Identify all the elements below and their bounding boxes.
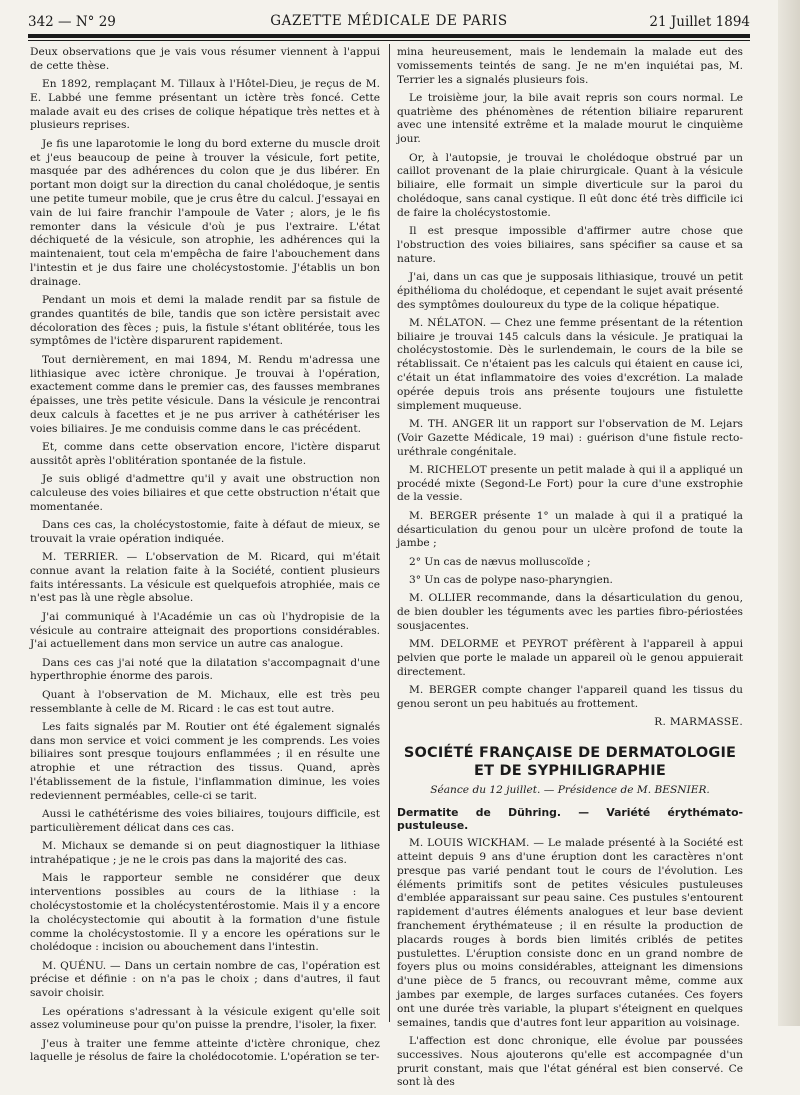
paragraph: M. TERRIER. — L'observation de M. Ricard, qui m'était connue avant la relation faite à la Société, contient plusieurs faits intéressants. La vésicule est quelquefois atrophiée, mais ce n'est pas là une règle absolue. xyxy=(30,551,380,605)
paragraph: Je suis obligé d'admettre qu'il y avait une obstruction non calculeuse des voies biliaires et que cette obstruction n'était que momentanée. xyxy=(30,473,380,513)
paragraph: Quant à l'observation de M. Michaux, elle est très peu ressemblante à celle de M. Ricard : le cas est tout autre. xyxy=(30,688,380,715)
paragraph: MM. DELORME et PEYROT préfèrent à l'appareil à appui pelvien que porte le malade un appareil où le genou appuierait directement. xyxy=(397,638,743,678)
paragraph: Je fis une laparotomie le long du bord externe du muscle droit et j'eus beaucoup de peine à trouver la vésicule, fort petite, masquée par des adhérences du colon que je dus libérer. En portant mon doigt sur la direction du canal cholédoque, je sentis une petite tumeur mobile, que je crus être du calcul. J'essayai en vain de lui faire franchir l'ampoule de Vater ; alors, je le fis remonter dans la vésicule d'où je pus l'extraire. L'état déchiqueté de la vésicule, son atrophie, les adhérences qui la maintenaient, tout cela m'empêcha de faire l'abouchement dans l'intestin et je dus faire une cholécystostomie. J'établis un bon drainage. xyxy=(30,137,380,288)
paragraph: Or, à l'autopsie, je trouvai le cholédoque obstrué par un caillot provenant de la plaie chirurgicale. Quant à la vésicule biliaire, elle formait un simple diverticule sur la paroi du cholédoque, sans canal cystique. Il eût donc été très difficile ici de faire la cholécystostomie. xyxy=(397,151,743,219)
page-number: 342 — N° 29 xyxy=(28,14,116,30)
section-title-line-2: ET DE SYPHILIGRAPHIE xyxy=(474,762,666,779)
paragraph: M. QUÉNU. — Dans un certain nombre de cas, l'opération est précise et définie : on n'a pas le choix ; dans d'autres, il faut savoir choisir. xyxy=(30,959,380,1000)
subheading: Dermatite de Dühring. — Variété érythémato-pustuleuse. xyxy=(397,805,743,833)
section-title-line-1: SOCIÉTÉ FRANÇAISE DE DERMATOLOGIE xyxy=(403,744,737,761)
paragraph: mina heureusement, mais le lendemain la malade eut des vomissements teintés de sang. Je ne m'en inquiétai pas, M. Terrier les a signalés plusieurs fois. xyxy=(397,46,743,86)
left-column xyxy=(30,46,380,1070)
paragraph: L'affection est donc chronique, elle évolue par poussées successives. Nous ajouterons qu'elle est accompagnée d'un prurit constant, mais que l'état général est bien conservé. Ce sont là des xyxy=(397,1034,743,1089)
paragraph: Tout dernièrement, en mai 1894, M. Rendu m'adressa une lithiasique avec ictère chronique. Je trouvai à l'opération, exactement comme dans le premier cas, des fausses membranes épaisses, une très petite vésicule. Dans la vésicule je rencontrai deux calculs à facettes et je ne pus arriver à cathétériser les voies biliaires. Je me conduisis comme dans le cas précédent. xyxy=(30,353,380,435)
signature: R. MARMASSE. xyxy=(654,716,743,729)
paragraph: M. Michaux se demande si on peut diagnostiquer la lithiase intrahépatique ; je ne le crois pas dans la majorité des cas. xyxy=(30,840,380,867)
paragraph: En 1892, remplaçant M. Tillaux à l'Hôtel-Dieu, je reçus de M. E. Labbé une femme présentant un ictère très foncé. Cette malade avait eu des crises de colique hépatique très nettes et à plusieurs reprises. xyxy=(30,78,380,132)
header-rule-thin xyxy=(28,40,750,41)
journal-title: GAZETTE MÉDICALE DE PARIS xyxy=(270,13,508,29)
section-title xyxy=(397,744,743,780)
paragraph: 2° Un cas de nævus molluscoïde ; xyxy=(409,555,591,568)
paragraph: M. BERGER compte changer l'appareil quand les tissus du genou seront un peu habitués au frottement. xyxy=(397,683,743,710)
paragraph: J'eus à traiter une femme atteinte d'ictère chronique, chez laquelle je résolus de faire la cholédocotomie. L'opération se ter- xyxy=(30,1037,380,1064)
paragraph: M. BERGER présente 1° un malade à qui il a pratiqué la désarticulation du genou pour un ulcère profond de toute la jambe ; xyxy=(397,509,743,550)
paragraph: Aussi le cathétérisme des voies biliaires, toujours difficile, est particulièrement délicat dans ces cas. xyxy=(30,808,380,834)
paragraph: Deux observations que je vais vous résumer viennent à l'appui de cette thèse. xyxy=(30,46,380,72)
header-rule-thick xyxy=(28,34,750,38)
paragraph: Le troisième jour, la bile avait repris son cours normal. Le quatrième des phénomènes de rétention biliaire reparurent avec une intensité extrême et la malade mourut le cinquième jour. xyxy=(397,91,743,146)
paragraph: Dans ces cas, la cholécystostomie, faite à défaut de mieux, se trouvait la vraie opération indiquée. xyxy=(30,519,380,545)
paragraph: 3° Un cas de polype naso-pharyngien. xyxy=(409,573,613,586)
paragraph: Les faits signalés par M. Routier ont été également signalés dans mon service et voici comment je les comprends. Les voies biliaires sont presque toujours enflammées ; il en résulte une atrophie et une rétraction des tissus. Quand, après l'établissement de la fistule, l'inflammation diminue, les voies redeviennent perméables, celle-ci se tarit. xyxy=(30,720,380,802)
paragraph: Mais le rapporteur semble ne considérer que deux interventions possibles au cours de la lithiase : la cholécystostomie et la cholécystentérostomie. Mais il y a encore la cholécystectomie qui aboutit à la formation d'une fistule comme la cholécystostomie. Il y a encore les opérations sur le cholédoque : incision ou abouchement dans l'intestin. xyxy=(30,872,380,954)
paragraph: J'ai communiqué à l'Académie un cas où l'hydropisie de la vésicule au contraire atteignait des proportions considérables. J'ai actuellement dans mon service un autre cas analogue. xyxy=(30,610,380,651)
paragraph: J'ai, dans un cas que je supposais lithiasique, trouvé un petit épithélioma du cholédoque, et cependant le sujet avait présenté des symptômes douloureux du type de la colique hépatique. xyxy=(397,270,743,311)
issue-date: 21 Juillet 1894 xyxy=(649,14,750,30)
paragraph: M. NÉLATON. — Chez une femme présentant de la rétention biliaire je trouvai 145 calculs dans la vésicule. Je pratiquai la cholécystostomie. Dès le surlendemain, le cours de la bile se rétablissait. Ce n'étaient pas les calculs qui étaient en cause ici, c'était un état inflammatoire des voies d'excrétion. La malade opérée depuis trois ans présente toujours une fistulette simplement muqueuse. xyxy=(397,316,743,412)
paragraph: M. OLLIER recommande, dans la désarticulation du genou, de bien doubler les téguments avec les parties fibro-périostées sousjacentes. xyxy=(397,592,743,632)
column-divider xyxy=(389,44,390,1022)
paragraph: Les opérations s'adressant à la vésicule exigent qu'elle soit assez volumineuse pour qu'on puisse la prendre, l'isoler, la fixer. xyxy=(30,1005,380,1032)
page-header xyxy=(28,12,750,34)
paragraph: M. LOUIS WICKHAM. — Le malade présenté à la Société est atteint depuis 9 ans d'une éruption dont les caractères n'ont presque pas varié pendant tout le cours de l'évolution. Les éléments primitifs sont de petites vésicules pustuleuses d'emblée apparaissant sur peau saine. Ces pustules s'entourent rapidement d'autres éléments analogues et leur base devient franchement érythémateuse ; il en résulte la production de placards rouges à bords bien limités criblés de petites pustulettes. L'éruption consiste donc en un grand nombre de foyers plus ou moins considérables, atteignant les dimensions d'une pièce de 5 francs, ou recouvrant même, comme aux jambes par exemple, de larges surfaces cutanées. Ces foyers ont une durée très variable, la plupart s'éteignent en quelques semaines, tandis que d'autres font leur apparition au voisinage. xyxy=(397,837,743,1029)
paragraph: Dans ces cas j'ai noté que la dilatation s'accompagnait d'une hyperthrophie énorme des parois. xyxy=(30,656,380,683)
paragraph: Il est presque impossible d'affirmer autre chose que l'obstruction des voies biliaires, sans spécifier sa cause et sa nature. xyxy=(397,225,743,265)
paragraph: M. RICHELOT presente un petit malade à qui il a appliqué un procédé mixte (Segond-Le Fort) pour la cure d'une exstrophie de la vessie. xyxy=(397,463,743,504)
session-line: Séance du 12 juillet. — Présidence de M. BESNIER. xyxy=(430,783,710,796)
page-edge-shadow xyxy=(778,0,800,1026)
paragraph: Pendant un mois et demi la malade rendit par sa fistule de grandes quantités de bile, tandis que son ictère persistait avec décoloration des fèces ; puis, la fistule s'étant oblitérée, tous les symptômes de l'ictère disparurent rapidement. xyxy=(30,294,380,348)
paragraph: Et, comme dans cette observation encore, l'ictère disparut aussitôt après l'oblitération spontanée de la fistule. xyxy=(30,441,380,467)
paragraph: M. TH. ANGER lit un rapport sur l'observation de M. Lejars (Voir Gazette Médicale, 19 mai) : guérison d'une fistule recto-uréthrale congénitale. xyxy=(397,417,743,458)
right-column xyxy=(397,46,743,1095)
